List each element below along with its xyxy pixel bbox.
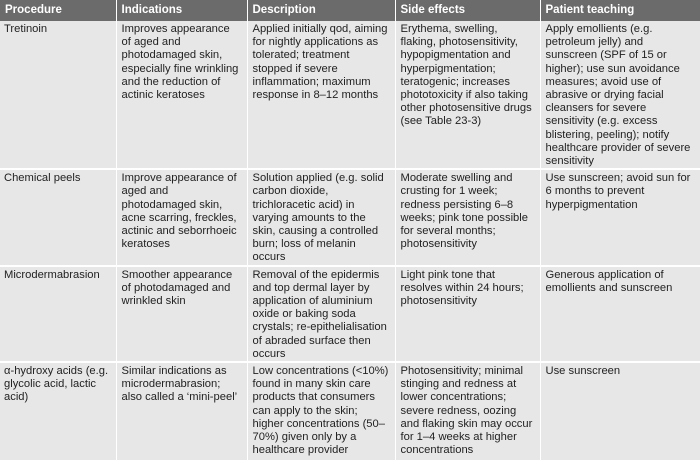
cell-patient-teaching: Generous application of emollients and sunscreen	[540, 266, 700, 362]
cell-indications: Improves appearance of aged and photodamaged skin, especially fine wrinkling and the reduction of actinic keratoses	[116, 21, 247, 169]
cell-indications: Improve appearance of aged and photodamaged skin, acne scarring, freckles, actinic and seborrhoeic keratoses	[116, 169, 247, 265]
cell-procedure: Microdermabrasion	[0, 266, 116, 362]
cell-procedure: α-hydroxy acids (e.g. glycolic acid, lactic acid)	[0, 362, 116, 460]
cell-patient-teaching: Apply emollients (e.g. petroleum jelly) and sunscreen (SPF of 15 or higher); use sun avoidance measures; avoid use of abrasive or drying facial cleansers for severe sensitivity (e.g. excess blistering, peeling); notify healthcare provider of severe sensitivity	[540, 21, 700, 169]
cell-description: Low concentrations (<10%) found in many skin care products that consumers can apply to the skin; higher concentrations (50–70%) given only by a healthcare provider	[247, 362, 395, 460]
table-row	[0, 266, 700, 362]
header-indications: Indications	[116, 0, 247, 21]
header-side-effects: Side effects	[395, 0, 540, 21]
header-patient-teaching: Patient teaching	[540, 0, 700, 21]
cell-side-effects: Erythema, swelling, flaking, photosensitivity, hypopigmentation and hyperpigmentation; teratogenic; increases phototoxicity if also taking other photosensitive drugs (see Table 23-3)	[395, 21, 540, 169]
cell-side-effects: Moderate swelling and crusting for 1 week; redness persisting 6–8 weeks; pink tone possible for several months; photosensitivity	[395, 169, 540, 265]
cell-procedure: Tretinoin	[0, 21, 116, 169]
header-procedure: Procedure	[0, 0, 116, 21]
table-header	[0, 0, 700, 21]
cell-description: Solution applied (e.g. solid carbon dioxide, trichloracetic acid) in varying amounts to the skin, causing a controlled burn; loss of melanin occurs	[247, 169, 395, 265]
cell-indications: Smoother appearance of photodamaged and wrinkled skin	[116, 266, 247, 362]
table-row	[0, 362, 700, 460]
table-body	[0, 21, 700, 460]
table-row	[0, 169, 700, 265]
cell-indications: Similar indications as microdermabrasion; also called a ‘mini-peel’	[116, 362, 247, 460]
cell-description: Removal of the epidermis and top dermal layer by application of aluminium oxide or baking soda crystals; re-epithelialisation of abraded surface then occurs	[247, 266, 395, 362]
cell-side-effects: Light pink tone that resolves within 24 hours; photosensitivity	[395, 266, 540, 362]
cell-description: Applied initially qod, aiming for nightly applications as tolerated; treatment stopped if severe inflammation; maximum response in 8–12 months	[247, 21, 395, 169]
header-row	[0, 0, 700, 21]
cell-procedure: Chemical peels	[0, 169, 116, 265]
cell-patient-teaching: Use sunscreen; avoid sun for 6 months to prevent hyperpigmentation	[540, 169, 700, 265]
cell-patient-teaching: Use sunscreen	[540, 362, 700, 460]
table-row	[0, 21, 700, 169]
header-description: Description	[247, 0, 395, 21]
cell-side-effects: Photosensitivity; minimal stinging and redness at lower concentrations; severe redness, oozing and flaking skin may occur for 1–4 weeks at higher concentrations	[395, 362, 540, 460]
